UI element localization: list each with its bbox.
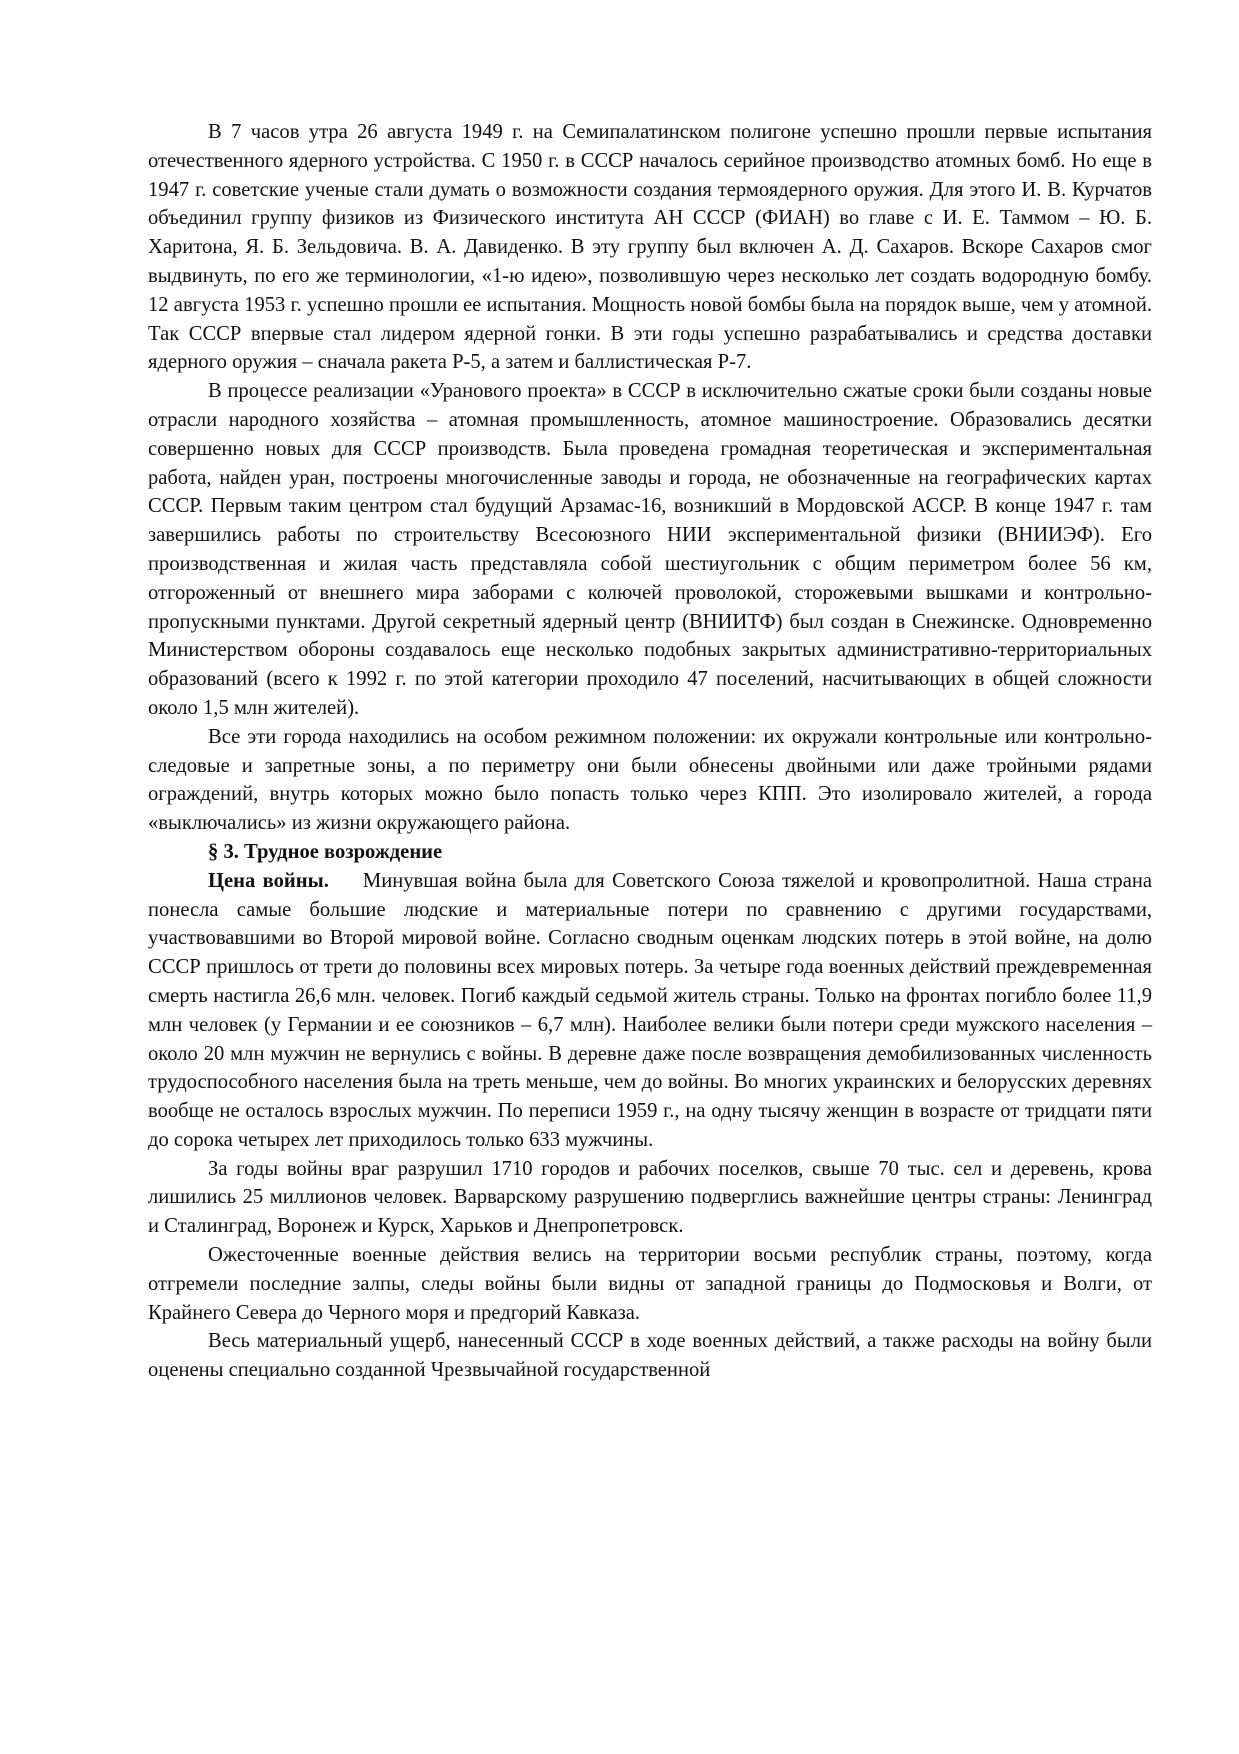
paragraph-cost-of-war [148,867,1152,1155]
run-in-heading: Цена войны. [208,869,329,892]
paragraph-nuclear-tests: В 7 часов утра 26 августа 1949 г. на Семипалатинском полигоне успешно прошли первые испытания отечественного ядерного устройства. С 1950 г. в СССР началось серийное производство атомных бомб. Но еще в 1947 г. советские ученые стали думать о возможности создания термоядерного оружия. Для этого И. В. Курчатов объединил группу физиков из Физического института АН СССР (ФИАН) во главе с И. Е. Таммом – Ю. Б. Харитона, Я. Б. Зельдовича. В. А. Давиденко. В эту группу был включен А. Д. Сахаров. Вскоре Сахаров смог выдвинуть, по его же терминологии, «1-ю идею», позволившую через несколько лет создать водородную бомбу. 12 августа 1953 г. успешно прошли ее испытания. Мощность новой бомбы была на порядок выше, чем у атомной. Так СССР впервые стал лидером ядерной гонки. В эти годы успешно разрабатывались и средства доставки ядерного оружия – сначала ракета Р-5, а затем и баллистическая Р-7. [148,121,1152,374]
run-in-text: Минувшая война была для Советского Союза тяжелой и кровопролитной. Наша страна понесла самые большие людские и материальные потери по сравнению с другими государствами, участвовавшими во Второй мировой войне. Согласно сводным оценкам людских потерь в этой войне, на долю СССР пришлось от трети до половины всех мировых потерь. За четыре года военных действий преждевременная смерть настигла 26,6 млн. человек. Погиб каждый седьмой житель страны. Только на фронтах погибло более 11,9 млн человек (у Германии и ее союзников – 6,7 млн). Наиболее велики были потери среди мужского населения – около 20 млн мужчин не вернулись с войны. В деревне даже после возвращения демобилизованных численность трудоспособного населения была на треть меньше, чем до войны. Во многих украинских и белорусских деревнях вообще не осталось взрослых мужчин. По переписи 1959 г., на одну тысячу женщин в возрасте от тридцати пяти до сорока четырех лет приходилось только 633 мужчины. [148,869,1152,1151]
section-heading: § 3. Трудное возрождение [208,840,443,863]
paragraph-closed-cities: Все эти города находились на особом режимном положении: их окружали контрольные или контрольно-следовые и запретные зоны, а по периметру они были обнесены двойными или даже тройными рядами ограждений, внутрь которых можно было попасть только через КПП. Это изолировало жителей, а города «выключались» из жизни окружающего района. [148,725,1152,835]
paragraph-war-territory: Ожесточенные военные действия велись на территории восьми республик страны, поэтому, когда отгремели последние залпы, следы войны были видны от западной границы до Подмосковья и Волги, от Крайнего Севера до Черного моря и предгорий Кавказа. [148,1244,1152,1324]
paragraph-uranium-project: В процессе реализации «Уранового проекта» в СССР в исключительно сжатые сроки были созданы новые отрасли народного хозяйства – атомная промышленность, атомное машиностроение. Образовались десятки совершенно новых для СССР производств. Была проведена громадная теоретическая и экспериментальная работа, найден уран, построены многочисленные заводы и города, не обозначенные на географических картах СССР. Первым таким центром стал будущий Арзамас-16, возникший в Мордовской АССР. В конце 1947 г. там завершились работы по строительству Всесоюзного НИИ экспериментальной физики (ВНИИЭФ). Его производственная и жилая часть представляла собой шестиугольник с общим периметром более 56 км, отгороженный от внешнего мира заборами с колючей проволокой, сторожевыми вышками и контрольно-пропускными пунктами. Другой секретный ядерный центр (ВНИИТФ) был создан в Снежинске. Одновременно Министерством обороны создавалось еще несколько подобных закрытых административно-территориальных образований (всего к 1992 г. по этой категории проходило 47 поселений, насчитывающих в общей сложности около 1,5 млн жителей). [148,380,1152,719]
paragraph-destroyed-cities: За годы войны враг разрушил 1710 городов и рабочих поселков, свыше 70 тыс. сел и деревень, крова лишились 25 миллионов человек. Варварскому разрушению подверглись важнейшие центры страны: Ленинград и Сталинград, Воронеж и Курск, Харьков и Днепропетровск. [148,1157,1152,1238]
paragraph-material-damage: Весь материальный ущерб, нанесенный СССР в ходе военных действий, а также расходы на войну были оценены специально созданной Чрезвычайной государственной [148,1330,1152,1382]
document-page [148,118,1152,1385]
